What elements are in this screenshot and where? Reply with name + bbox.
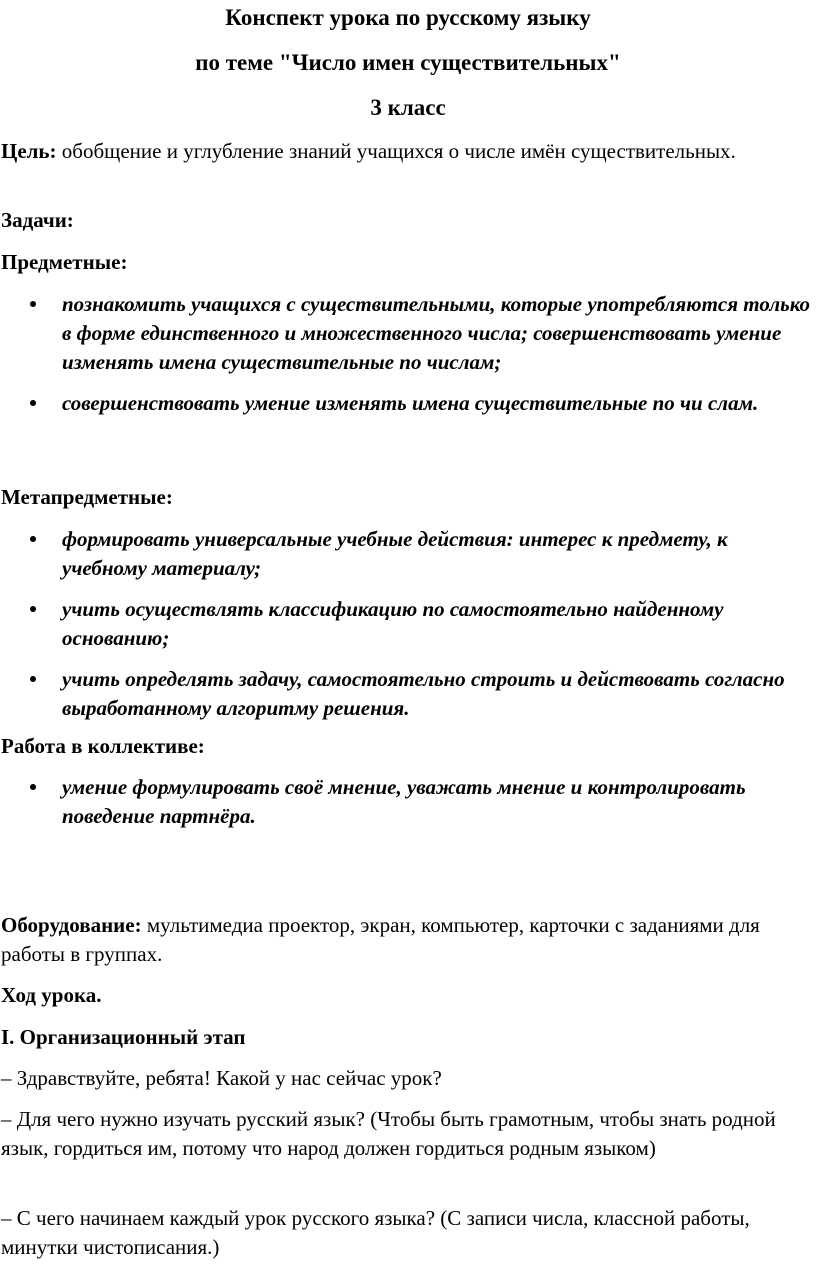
- list-item: формировать универсальные учебные действия: интерес к предмету, к учебному материалу;: [0, 525, 816, 583]
- subject-list: [0, 290, 816, 430]
- subject-heading: Предметные:: [1, 250, 128, 274]
- equipment-text: мультимедиа проектор, экран, компьютер, карточки с заданиями для работы в группах.: [1, 913, 760, 966]
- document-topic: по теме "Число имен существительных": [195, 50, 621, 75]
- list-item: познакомить учащихся с существительными, которые употребляются только в форме единственного и множественного числа; совершенствовать умение изменять имена существительные по числам;: [0, 290, 816, 377]
- dialogue-line: – Здравствуйте, ребята! Какой у нас сейчас урок?: [1, 1066, 442, 1090]
- dialogue-line: – Для чего нужно изучать русский язык? (Чтобы быть грамотным, чтобы знать родной язык, гордиться им, потому что народ должен гордиться родным языком): [1, 1107, 776, 1160]
- list-item: умение формулировать своё мнение, уважать мнение и контролировать поведение партнёра.: [0, 773, 816, 831]
- equipment-paragraph: [1, 911, 811, 969]
- bullet-icon: [30, 676, 36, 682]
- bullet-icon: [30, 536, 36, 542]
- tasks-heading: Задачи:: [1, 208, 74, 232]
- list-item: учить осуществлять классификацию по самостоятельно найденному основанию;: [0, 595, 816, 653]
- equipment-label: Оборудование:: [1, 913, 142, 937]
- stage1-heading: I. Организационный этап: [1, 1025, 246, 1049]
- bullet-icon: [30, 301, 36, 307]
- document-grade: 3 класс: [370, 95, 446, 120]
- team-heading: Работа в коллективе:: [1, 734, 205, 758]
- meta-heading: Метапредметные:: [1, 485, 173, 509]
- document-title: Конспект урока по русскому языку: [225, 5, 591, 30]
- dialogue-line: – С чего начинаем каждый урок русского языка? (С записи числа, классной работы, минутки чистописания.): [1, 1206, 750, 1259]
- bullet-icon: [30, 606, 36, 612]
- bullet-icon: [30, 784, 36, 790]
- bullet-icon: [30, 400, 36, 406]
- meta-list: [0, 525, 816, 735]
- list-item: совершенствовать умение изменять имена существительные по чи слам.: [0, 389, 816, 418]
- lesson-heading: Ход урока.: [1, 983, 102, 1007]
- team-list: [0, 773, 816, 843]
- list-item: учить определять задачу, самостоятельно строить и действовать согласно выработанному алгоритму решения.: [0, 665, 816, 723]
- goal-label: Цель:: [1, 139, 57, 163]
- goal-paragraph: [1, 137, 811, 166]
- goal-text: обобщение и углубление знаний учащихся о числе имён существительных.: [56, 139, 736, 163]
